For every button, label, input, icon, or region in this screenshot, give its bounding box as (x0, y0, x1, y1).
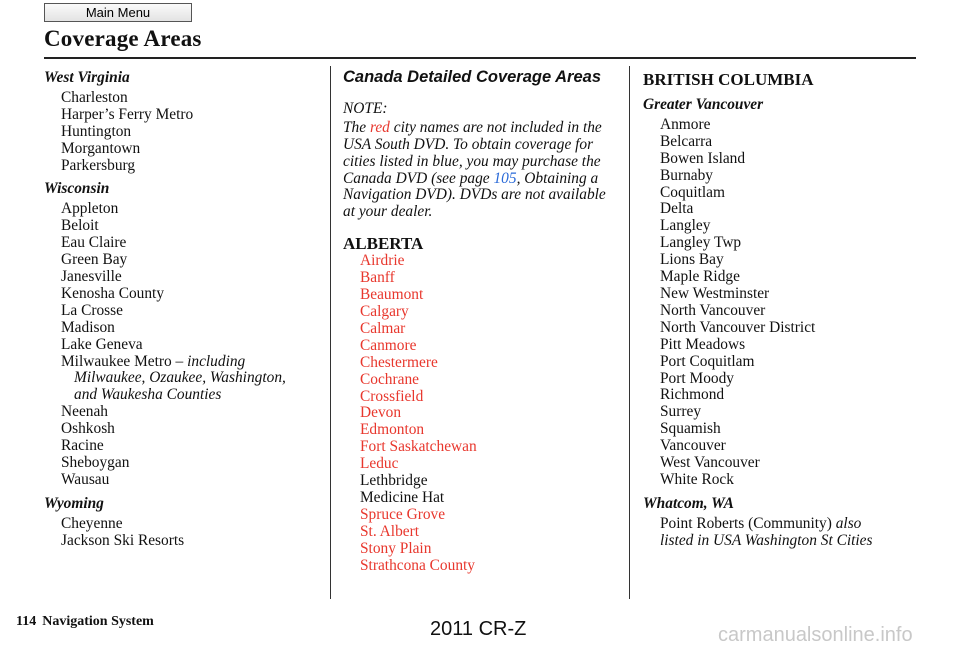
city-list-alberta (343, 253, 621, 574)
city-item: White Rock (660, 470, 734, 488)
column-canada (343, 66, 621, 574)
city-item: Strathcona County (360, 556, 475, 574)
city-item: Medicine Hat (360, 488, 445, 506)
city-item: Stony Plain (360, 539, 432, 557)
city-item: Charleston (61, 88, 128, 106)
city-item: Anmore (660, 115, 711, 133)
city-item: Cheyenne (61, 514, 123, 532)
city-item: North Vancouver District (660, 318, 816, 336)
red-word: red (369, 118, 390, 136)
city-item: Fort Saskatchewan (360, 438, 477, 456)
city-item: Sheboygan (61, 453, 130, 471)
city-item: Beloit (61, 217, 99, 235)
city-list-greater-vancouver (643, 117, 933, 489)
city-item: Edmonton (360, 421, 425, 439)
city-item: Oshkosh (61, 420, 115, 438)
city-item: Eau Claire (61, 234, 127, 252)
city-item: Leduc (360, 455, 399, 473)
milwaukee-note-line-3: and Waukesha Counties (74, 386, 222, 404)
city-item: Parkersburg (61, 156, 136, 174)
state-heading-west-virginia: West Virginia (44, 69, 130, 86)
city-item: Crossfield (360, 387, 424, 405)
city-item: Huntington (61, 122, 132, 140)
city-list-whatcom (643, 516, 933, 550)
city-item: Lake Geneva (61, 335, 143, 353)
city-list-wyoming (44, 516, 314, 550)
city-item: Langley (660, 217, 711, 235)
state-heading-wyoming: Wyoming (44, 494, 104, 512)
city-item: Neenah (61, 403, 108, 421)
state-heading-wisconsin: Wisconsin (44, 180, 110, 198)
page-number: 114 (16, 614, 37, 629)
column-divider (629, 66, 630, 599)
city-item: Calmar (360, 319, 406, 337)
city-item: Calgary (360, 302, 409, 320)
city-item: Lethbridge (360, 472, 428, 490)
note-text: The red city names are not included in the USA South DVD. To obtain coverage for cities listed in blue, you may purchase the Canada DVD (see page 105, Obtaining a Navigation DVD). DVDs are not available at your dealer. (343, 118, 606, 221)
watermark: carmanualsonline.info (718, 624, 913, 646)
city-item: Cochrane (360, 370, 419, 388)
city-item: North Vancouver (660, 301, 766, 319)
city-item: Jackson Ski Resorts (61, 531, 185, 549)
city-item: Kenosha County (61, 284, 165, 302)
city-item: Pitt Meadows (660, 335, 746, 353)
city-list-wisconsin (44, 201, 314, 488)
city-item: Belcarra (660, 132, 713, 150)
city-item: Devon (360, 404, 402, 422)
city-item: Morgantown (61, 139, 141, 157)
city-item: La Crosse (61, 301, 123, 319)
region-heading-greater-vancouver: Greater Vancouver (643, 96, 764, 113)
title-rule (44, 57, 916, 59)
city-item: Lions Bay (660, 251, 724, 269)
city-item: Richmond (660, 386, 725, 404)
city-item: Vancouver (660, 437, 726, 455)
city-item: Racine (61, 437, 104, 455)
city-item: Bowen Island (660, 149, 746, 167)
city-item: New Westminster (660, 284, 770, 302)
section-name: Navigation System (42, 614, 154, 629)
city-item: Beaumont (360, 286, 424, 304)
note-label: NOTE: (343, 99, 388, 117)
city-point-roberts: Point Roberts (Community) also (660, 514, 862, 532)
city-item: Green Bay (61, 251, 128, 269)
city-item: Burnaby (660, 166, 714, 184)
main-menu-button[interactable]: Main Menu (44, 3, 192, 22)
city-item: Langley Twp (660, 234, 742, 252)
city-list-west-virginia (44, 90, 314, 175)
city-item: Port Moody (660, 369, 734, 387)
column-british-columbia (643, 66, 933, 550)
page-footer (16, 614, 154, 630)
city-item: Janesville (61, 267, 122, 285)
city-item: Wausau (61, 470, 110, 488)
city-item: St. Albert (360, 522, 419, 540)
column-divider (330, 66, 331, 599)
city-item: Squamish (660, 420, 721, 438)
city-item: Coquitlam (660, 183, 725, 201)
city-item: Harper’s Ferry Metro (61, 105, 194, 123)
milwaukee-note-line-2: Milwaukee, Ozaukee, Washington, (74, 369, 286, 387)
city-item: Maple Ridge (660, 268, 740, 286)
city-item: West Vancouver (660, 454, 760, 472)
city-milwaukee: Milwaukee Metro – including (61, 352, 246, 370)
city-item: Canmore (360, 336, 417, 354)
province-heading-alberta: ALBERTA (343, 234, 424, 254)
canada-heading: Canada Detailed Coverage Areas (343, 68, 601, 86)
page-link[interactable]: 105 (493, 169, 517, 187)
city-item: Chestermere (360, 353, 438, 371)
page-title: Coverage Areas (44, 26, 202, 51)
city-item: Airdrie (360, 252, 405, 270)
region-heading-whatcom: Whatcom, WA (643, 494, 734, 512)
city-item: Banff (360, 269, 395, 287)
province-heading-british-columbia: BRITISH COLUMBIA (643, 70, 814, 89)
city-item: Surrey (660, 403, 702, 421)
city-item: Spruce Grove (360, 505, 446, 523)
model-label: 2011 CR-Z (430, 618, 527, 640)
point-roberts-note: listed in USA Washington St Cities (660, 531, 873, 549)
city-item: Delta (660, 200, 694, 218)
city-item: Port Coquitlam (660, 352, 755, 370)
column-us-states (44, 66, 314, 549)
city-item: Appleton (61, 200, 119, 218)
city-item: Madison (61, 318, 115, 336)
